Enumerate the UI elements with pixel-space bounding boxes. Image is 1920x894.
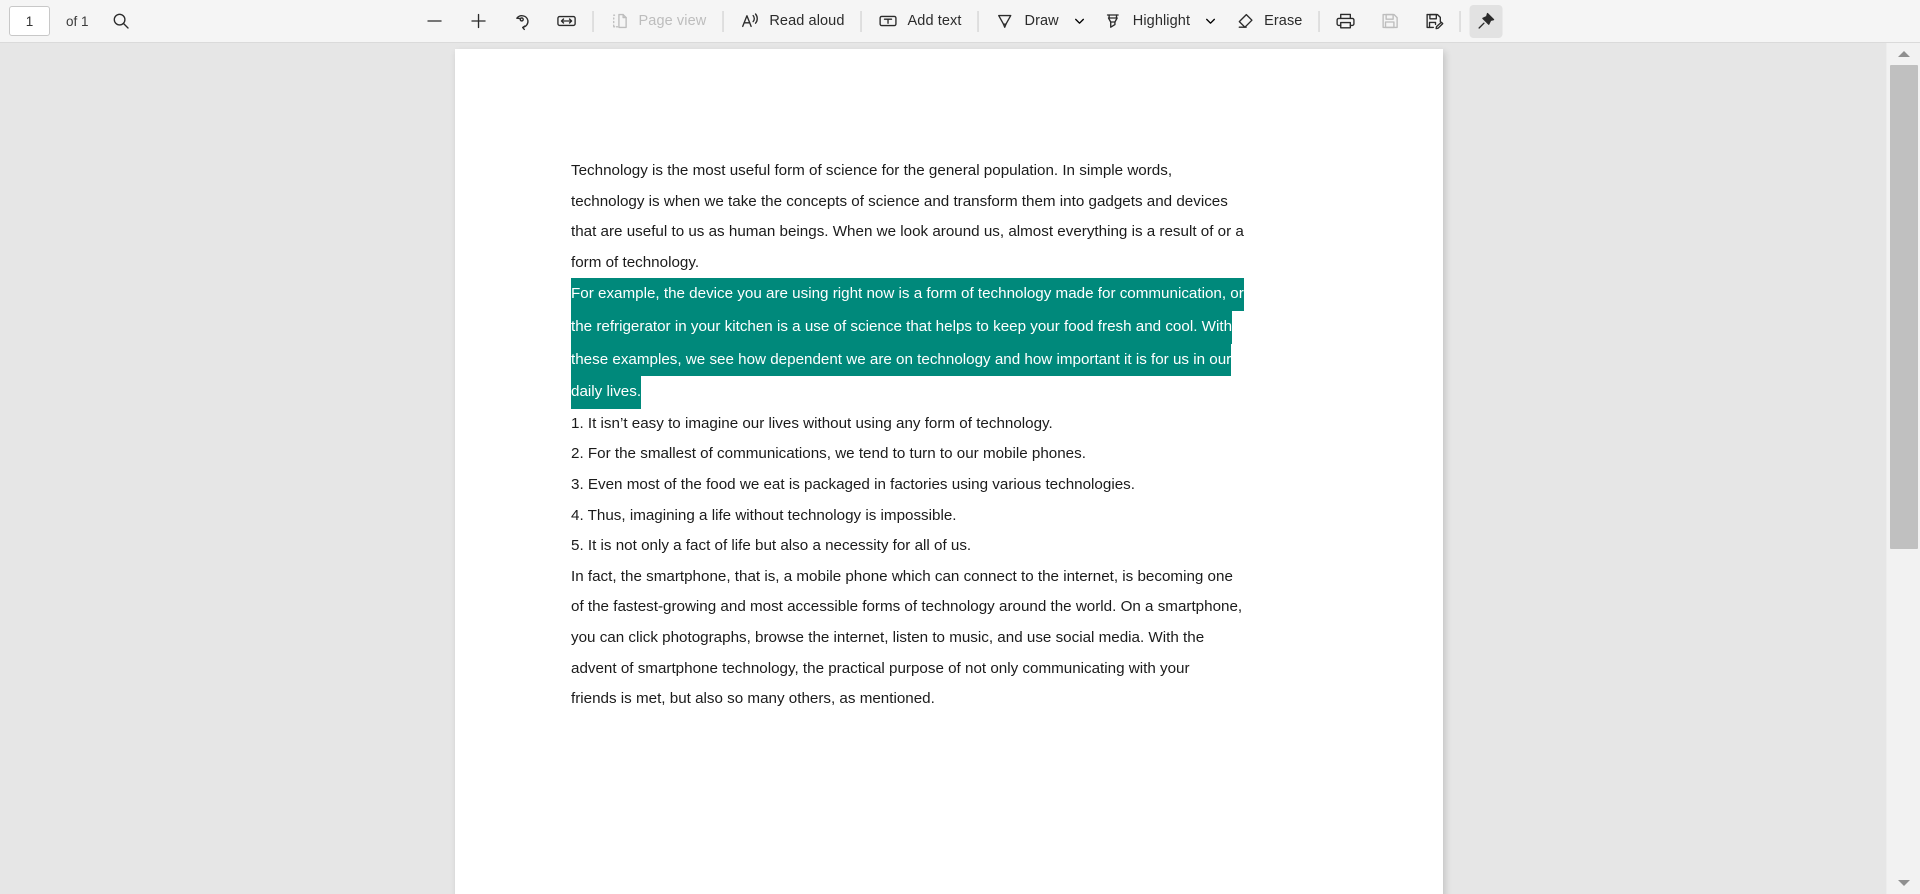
chevron-down-icon xyxy=(1204,14,1218,28)
text-line: technology is when we take the concepts of science and transform them into gadgets and devices xyxy=(571,192,1228,210)
save-as-icon xyxy=(1423,11,1444,31)
draw-pen-icon xyxy=(995,11,1016,31)
highlight-label: Highlight xyxy=(1132,13,1191,29)
paragraph-highlighted[interactable] xyxy=(571,278,1341,408)
toolbar-divider xyxy=(722,11,723,32)
zoom-in-button[interactable] xyxy=(462,5,495,38)
print-button[interactable] xyxy=(1328,5,1362,38)
vertical-scrollbar[interactable] xyxy=(1886,43,1920,894)
text-line: of the fastest-growing and most accessible forms of technology around the world. On a smartphone, xyxy=(571,598,1243,616)
toolbar-divider xyxy=(978,11,979,32)
text-line: In fact, the smartphone, that is, a mobile phone which can connect to the internet, is becoming one xyxy=(571,567,1233,585)
list-item: 4. Thus, imagining a life without technology is impossible. xyxy=(571,506,957,524)
toolbar-left-group xyxy=(0,5,138,38)
draw-options-button[interactable] xyxy=(1068,5,1091,38)
toolbar-divider xyxy=(1459,11,1460,32)
save-button[interactable] xyxy=(1373,5,1406,38)
highlighted-text-line: these examples, we see how dependent we are on technology and how important it is for us in our xyxy=(571,344,1231,377)
paragraph-smartphone xyxy=(571,562,1341,715)
text-line: form of technology. xyxy=(571,253,700,271)
highlight-button[interactable] xyxy=(1096,5,1197,38)
vertical-scroll-thumb[interactable] xyxy=(1890,65,1918,549)
highlighted-text-line: the refrigerator in your kitchen is a use of science that helps to keep your food fresh and cool. With xyxy=(571,311,1232,344)
pdf-toolbar xyxy=(0,0,1920,43)
page-view-button[interactable] xyxy=(603,5,714,38)
text-line: Technology is the most useful form of science for the general population. In simple words, xyxy=(571,162,1173,179)
zoom-out-button[interactable] xyxy=(418,5,451,38)
toolbar-divider xyxy=(861,11,862,32)
minus-icon xyxy=(424,11,444,31)
rotate-icon xyxy=(512,11,532,31)
fit-to-width-icon xyxy=(556,11,578,31)
erase-button[interactable] xyxy=(1227,5,1309,38)
fit-to-width-button[interactable] xyxy=(550,5,584,38)
page-count-label: of 1 xyxy=(66,13,89,29)
text-line: friends is met, but also so many others, as mentioned. xyxy=(571,690,935,708)
chevron-down-icon xyxy=(1072,14,1086,28)
search-button[interactable] xyxy=(105,5,138,38)
eraser-icon xyxy=(1234,11,1255,31)
text-line: advent of smartphone technology, the practical purpose of not only communicating with your xyxy=(571,659,1190,677)
read-aloud-icon xyxy=(739,11,760,31)
read-aloud-button[interactable] xyxy=(732,5,851,38)
paragraph-intro xyxy=(571,156,1341,278)
list-item: 2. For the smallest of communications, we tend to turn to our mobile phones. xyxy=(571,445,1086,463)
highlight-options-button[interactable] xyxy=(1199,5,1222,38)
toolbar-divider xyxy=(593,11,594,32)
scroll-down-arrow-icon[interactable] xyxy=(1887,872,1920,894)
plus-icon xyxy=(468,11,488,31)
list-item: 3. Even most of the food we eat is packaged in factories using various technologies. xyxy=(571,475,1135,493)
page-scroll-container xyxy=(0,43,1886,894)
highlighted-text-line: daily lives. xyxy=(571,376,641,409)
page-number-input[interactable] xyxy=(9,6,50,36)
list-item: 1. It isn’t easy to imagine our lives without using any form of technology. xyxy=(571,414,1053,432)
save-icon xyxy=(1379,11,1400,31)
draw-label: Draw xyxy=(1024,13,1059,29)
pin-toolbar-button[interactable] xyxy=(1469,5,1502,38)
highlighter-icon xyxy=(1103,11,1124,31)
highlighted-text-line: For example, the device you are using right now is a form of technology made for communication, or xyxy=(571,278,1244,311)
add-text-icon xyxy=(878,11,899,31)
save-as-button[interactable] xyxy=(1417,5,1450,38)
draw-button[interactable] xyxy=(988,5,1066,38)
add-text-button[interactable] xyxy=(871,5,969,38)
pdf-viewer-area xyxy=(0,43,1920,894)
read-aloud-label: Read aloud xyxy=(769,13,845,29)
pin-icon xyxy=(1475,11,1496,31)
rotate-button[interactable] xyxy=(506,5,539,38)
page-view-icon xyxy=(610,11,630,31)
search-icon xyxy=(112,12,130,30)
text-line: you can click photographs, browse the internet, listen to music, and use social media. With the xyxy=(571,628,1205,646)
pdf-page-1[interactable] xyxy=(455,49,1443,894)
page-view-label: Page view xyxy=(638,13,707,29)
toolbar-divider xyxy=(1318,11,1319,32)
scroll-up-arrow-icon[interactable] xyxy=(1887,43,1920,65)
text-line: that are useful to us as human beings. When we look around us, almost everything is a result of or a xyxy=(571,223,1244,241)
erase-label: Erase xyxy=(1264,13,1303,29)
toolbar-center-group xyxy=(418,0,1503,43)
numbered-list xyxy=(571,409,1341,562)
add-text-label: Add text xyxy=(907,13,962,29)
document-text-body xyxy=(571,156,1341,715)
list-item: 5. It is not only a fact of life but also a necessity for all of us. xyxy=(571,537,972,555)
print-icon xyxy=(1334,11,1356,31)
